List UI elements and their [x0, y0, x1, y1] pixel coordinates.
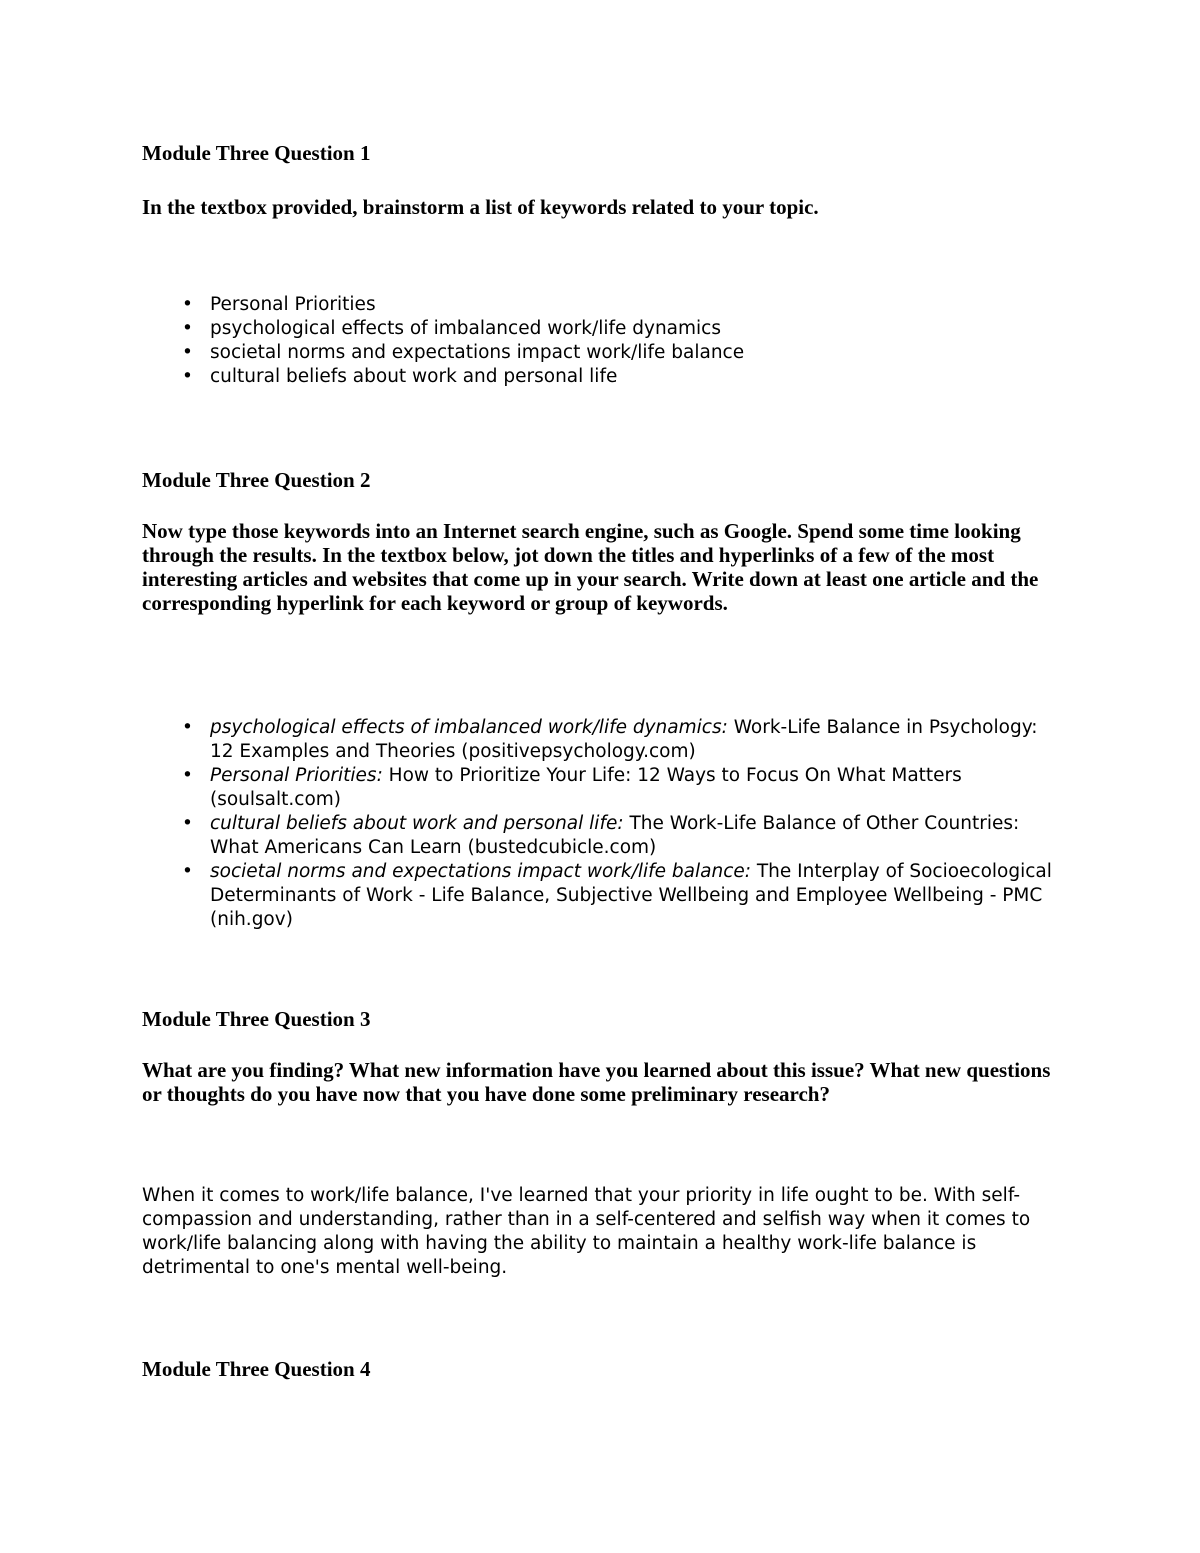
q4-heading: Module Three Question 4: [142, 1357, 371, 1381]
list-item: [142, 317, 1062, 341]
q2-heading: Module Three Question 2: [142, 468, 371, 492]
q2-article-list: [142, 716, 1062, 932]
q1-prompt: In the textbox provided, brainstorm a list of keywords related to your topic.: [142, 195, 819, 219]
keyword-text: psychological effects of imbalanced work/life dynamics: [210, 318, 721, 339]
bullet-icon: •: [182, 366, 193, 387]
article-keyword: cultural beliefs about work and personal life:: [210, 813, 624, 834]
article-link[interactable]: Work-Life Balance in Psychology: 12 Examples and Theories (positivepsychology.com): [210, 717, 1038, 762]
article-link[interactable]: The Work-Life Balance of Other Countries: What Americans Can Learn (bustedcubicle.com): [210, 813, 1020, 858]
bullet-icon: •: [182, 342, 193, 363]
q3-prompt: What are you finding? What new information have you learned about this issue? What new questions or thoughts do you have now that you have done some preliminary research?: [142, 1058, 1051, 1106]
q3-heading: Module Three Question 3: [142, 1007, 371, 1031]
keyword-text: cultural beliefs about work and personal life: [210, 366, 618, 387]
list-item: [142, 341, 1062, 365]
bullet-icon: •: [182, 765, 193, 786]
q1-heading: Module Three Question 1: [142, 141, 371, 165]
bullet-icon: •: [182, 861, 193, 882]
list-item: [142, 764, 1062, 812]
article-link[interactable]: The Interplay of Socioecological Determinants of Work - Life Balance, Subjective Wellbeing and Employee Wellbeing - PMC (nih.gov): [210, 861, 1052, 930]
bullet-icon: •: [182, 717, 193, 738]
bullet-icon: •: [182, 294, 193, 315]
article-link[interactable]: How to Prioritize Your Life: 12 Ways to Focus On What Matters (soulsalt.com): [210, 765, 962, 810]
keyword-text: Personal Priorities: [210, 294, 376, 315]
keyword-text: societal norms and expectations impact work/life balance: [210, 342, 745, 363]
q2-prompt: Now type those keywords into an Internet search engine, such as Google. Spend some time looking through the results. In the textbox below, jot down the titles and hyperlinks of a few of the most interesting articles and websites that come up in your search. Write down at least one article and the corresponding hyperlink for each keyword or group of keywords.: [142, 519, 1039, 615]
article-keyword: Personal Priorities:: [210, 765, 383, 786]
q1-keyword-list: [142, 293, 1062, 389]
article-keyword: societal norms and expectations impact work/life balance:: [210, 861, 751, 882]
list-item: [142, 365, 1062, 389]
bullet-icon: •: [182, 318, 193, 339]
article-keyword: psychological effects of imbalanced work/life dynamics:: [210, 717, 728, 738]
list-item: [142, 716, 1062, 764]
list-item: [142, 812, 1062, 860]
list-item: [142, 860, 1062, 932]
list-item: [142, 293, 1062, 317]
q3-answer: When it comes to work/life balance, I've learned that your priority in life ought to be. With self-compassion and understanding, rather than in a self-centered and selfish way when it comes to work/life balancing along with having the ability to maintain a healthy work-life balance is detrimental to one's mental well-being.: [142, 1185, 1031, 1278]
bullet-icon: •: [182, 813, 193, 834]
